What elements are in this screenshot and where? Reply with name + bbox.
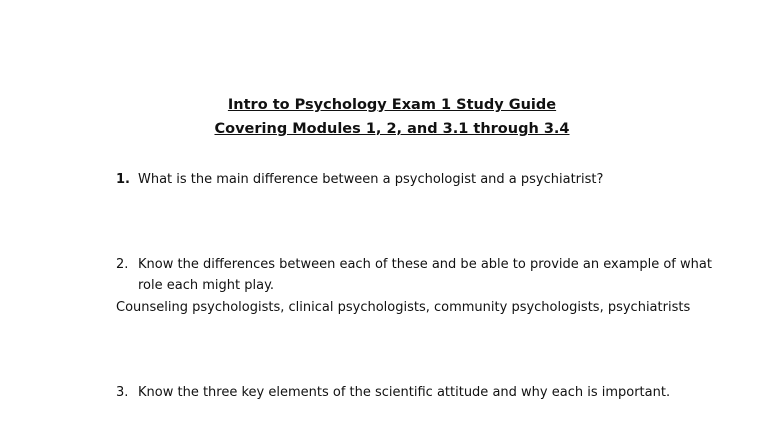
document-title: Intro to Psychology Exam 1 Study Guide <box>227 97 557 113</box>
question-item <box>116 169 716 190</box>
question-item <box>116 382 716 403</box>
question-text: What is the main difference between a psychologist and a psychiatrist? <box>138 172 604 187</box>
document-subtitle: Covering Modules 1, 2, and 3.1 through 3.4 <box>214 121 570 137</box>
question-number: 1. <box>116 172 130 187</box>
question-text: Know the differences between each of these and be able to provide an example of what role each might play. <box>138 257 712 293</box>
question-text: Know the three key elements of the scientific attitude and why each is important. <box>138 385 671 400</box>
roles-list: Counseling psychologists, clinical psychologists, community psychologists, psychiatrists <box>116 300 691 315</box>
question-item <box>116 254 716 296</box>
question-number: 2. <box>116 257 129 272</box>
question-number: 3. <box>116 385 129 400</box>
